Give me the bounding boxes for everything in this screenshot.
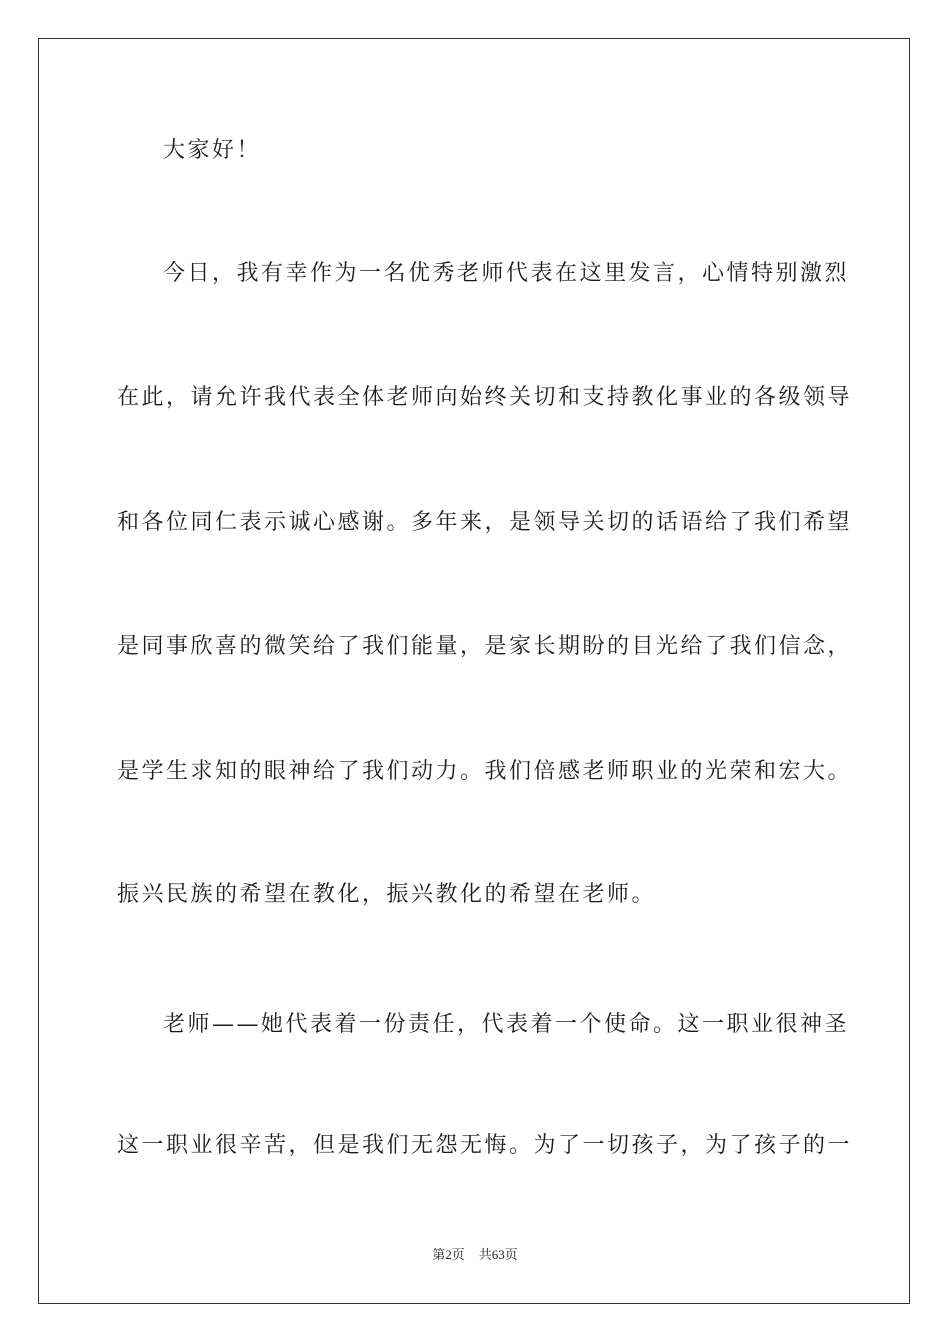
paragraph-line: 老师——她代表着一份责任，代表着一个使命。这一职业很神圣 xyxy=(163,1012,850,1037)
paragraph-greeting: 大家好！ xyxy=(163,138,262,163)
page-number: 第2页 xyxy=(432,1247,465,1262)
page-border xyxy=(38,38,910,1304)
page-total: 共63页 xyxy=(478,1247,518,1262)
paragraph-line: 今日，我有幸作为一名优秀老师代表在这里发言，心情特别激烈 xyxy=(163,261,850,286)
paragraph-line: 是同事欣喜的微笑给了我们能量，是家长期盼的目光给了我们信念， xyxy=(117,634,853,659)
paragraph-line: 振兴民族的希望在教化，振兴教化的希望在老师。 xyxy=(117,882,657,907)
page-footer xyxy=(0,1246,950,1264)
paragraph-line: 这一职业很辛苦，但是我们无怨无悔。为了一切孩子，为了孩子的一 xyxy=(117,1133,853,1158)
paragraph-line: 在此，请允许我代表全体老师向始终关切和支持教化事业的各级领导 xyxy=(117,385,853,410)
paragraph-line: 和各位同仁表示诚心感谢。多年来，是领导关切的话语给了我们希望 xyxy=(117,510,853,535)
paragraph-line: 是学生求知的眼神给了我们动力。我们倍感老师职业的光荣和宏大。 xyxy=(117,759,853,784)
